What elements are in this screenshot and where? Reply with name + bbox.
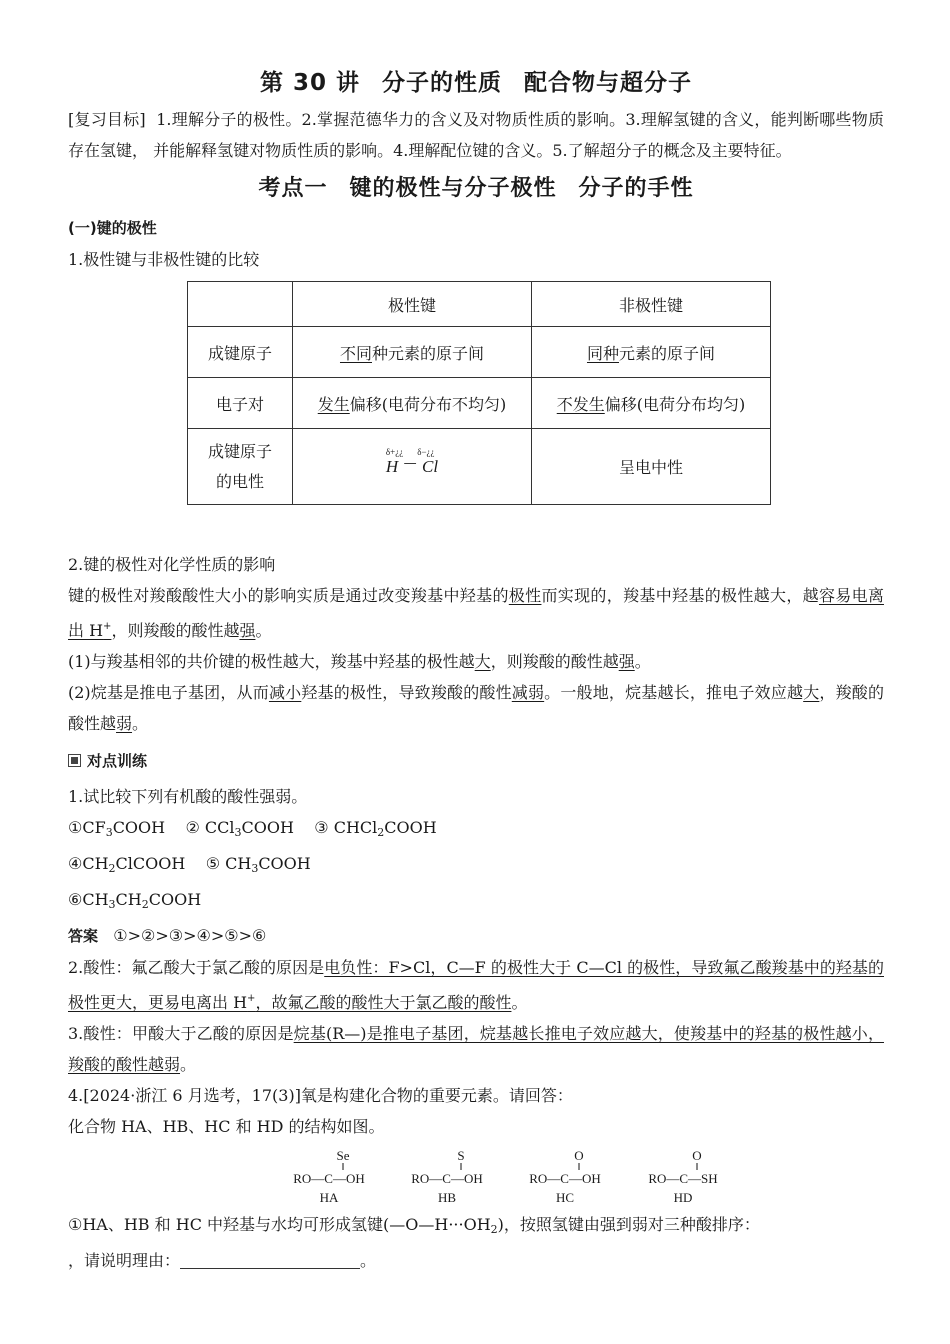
paragraph: (2)烷基是推电子基团，从而减小羟基的极性，导致羧酸的酸性减弱。一般地，烷基越长，推电子效应越大，羧酸的酸性越弱。 [68,683,884,733]
header-nonpolar: 非极性键 [532,282,771,327]
paragraph: (1)与羧基相邻的共价键的极性越大，羧基中羟基的极性越大，则羧酸的酸性越强。 [68,652,651,671]
review-goals [68,104,884,166]
table-row: 电子对 发生偏移(电荷分布不均匀) 不发生偏移(电荷分布均匀) [188,378,771,429]
header-polar: 极性键 [293,282,532,327]
question-1-options: $⑥CH_3CH_2COOH$ [68,890,202,911]
structure-figure [128,1148,884,1205]
question-3: 3.酸性：甲酸大于乙酸的原因是烷基(R—)是推电子基团，烷基越长推电子效应越大，使羧基中的羟基的极性越小，羧酸的酸性越弱。 [68,1024,884,1074]
question-2: 2.酸性：氟乙酸大于氯乙酸的原因是电负性：F>Cl，C—F 的极性大于 C—Cl 的极性，导致氟乙酸羧基中的羟基的极性更大，更易电离出 H+，故氟乙酸的酸性大于氯乙酸的酸性。 [68,958,884,1012]
goals-text: 1.理解分子的极性。2.掌握范德华力的含义及对物质性质的影响。3.理解氢键的含义，能判断哪些物质存在氢键， 并能解释氢键对物质性质的影响。4.理解配位键的含义。5.了解超分子的概念及主要特征。 [68,110,884,160]
question-4-stem: 4.[2024·浙江 6 月选考，17(3)]氧是构建化合物的重要元素。请回答： [68,1086,573,1105]
training-heading: 对点训练 [68,745,884,777]
table-row: 成键原子 不同种元素的原子间 同种元素的原子间 [188,327,771,378]
row-head: 成键原子 [188,327,293,378]
table-row [188,282,771,327]
structure-hb: S ‖ RO—C—OH HB [411,1148,483,1205]
row-head: 电子对 [188,378,293,429]
lecture-title: 第 30 讲 分子的性质 配合物与超分子 [259,70,693,96]
section-title: 考点一 键的极性与分子极性 分子的手性 [258,176,694,201]
page [68,62,884,1276]
structure-ha: Se ‖ RO—C—OH HA [293,1148,365,1205]
paragraph: 键的极性对羧酸酸性大小的影响实质是通过改变羧基中羟基的极性而实现的，羧基中羟基的极性越大，越容易电离出 H+，则羧酸的酸性越强。 [68,586,884,640]
table-row: 成键原子 的电性 δ+¿¿ δ−¿¿ H — Cl 呈电中性 [188,429,771,505]
question-1-stem: 1.试比较下列有机酸的酸性强弱。 [68,787,308,806]
question-1-answer: 答案 ①>②>③>④>⑤>⑥ [68,926,267,945]
structure-hc: O ‖ RO—C—OH HC [529,1148,601,1205]
subsection-bond-polarity: (一)键的极性 [68,219,157,237]
question-1-options: $④CH_2ClCOOH$ ⑤ $CH_3COOH$ [68,854,311,875]
training-icon [68,754,81,767]
hcl-partial-charge: δ+¿¿ δ−¿¿ H — Cl [293,429,532,505]
item-2-title: 2.键的极性对化学性质的影响 [68,555,276,574]
item-1-title: 1.极性键与非极性键的比较 [68,250,260,269]
answer-blank[interactable] [180,1250,360,1269]
question-4-line2: 化合物 HA、HB、HC 和 HD 的结构如图。 [68,1117,385,1136]
bond-comparison-table [187,281,771,505]
question-4-sub1: ①HA、HB 和 HC 中羟基与水均可形成氢键$(—O—H\cdot\cdot\cdot OH_2)$，按照氢键由强到弱对三种酸排序： [68,1215,760,1236]
goals-label: [复习目标] [68,110,146,129]
question-1-options: $①CF_3COOH$ ② CCl$_3$COOH ③ CHCl$_2$COOH [68,818,437,839]
row-head: 成键原子 的电性 [188,429,293,505]
structure-hd: O ‖ RO—C—SH HD [648,1148,718,1205]
question-4-sub1-cont: ，请说明理由： 。 [68,1251,377,1270]
